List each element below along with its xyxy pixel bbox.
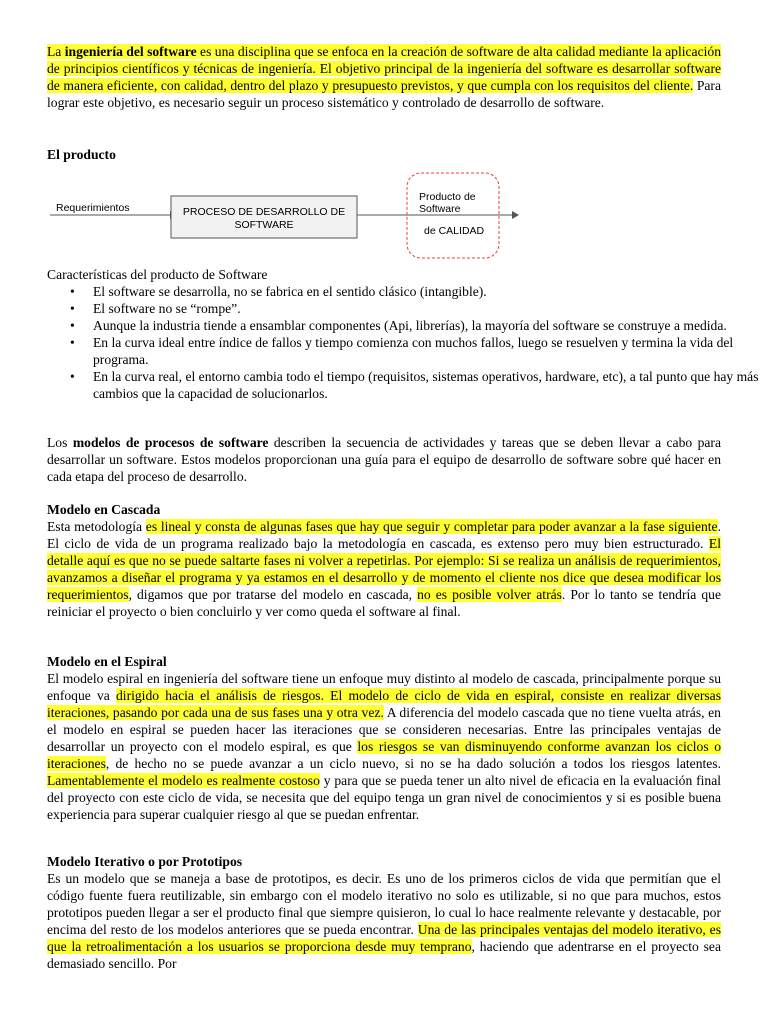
- espiral-highlight-3: Lamentablemente el modelo es realmente costoso: [47, 773, 320, 788]
- cascada-heading: Modelo en Cascada: [47, 502, 161, 517]
- iterativo-text-1: Es un modelo que se maneja a base de prototipos, es decir. Es uno de los primeros ciclos de vida que permitían que el código fuente fuera reutilizable, sin embargo con el modelo iterativo no solo es utilizable, si no que para muchos, estos prototipos pueden llegar a ser el producto final que siempre quisieron, lo cual lo hace realmente relevante y destacable, por encima del resto de los modelos anteriores que se pueda encontrar.: [47, 871, 721, 937]
- modelos-term: modelos de procesos de software: [72, 435, 269, 450]
- cascada-paragraph: [47, 518, 721, 620]
- espiral-text-4: y para que se pueda tener un alto nivel de eficacia en la evaluación final del proyecto con este ciclo de vida, se necesita que del equipo tenga un gran nivel de conocimientos y si es posible buena experiencia para superar cualquier riesgo al que se puedan enfrentar.: [47, 773, 722, 822]
- cascada-text-4: . Por lo tanto se tendría que reiniciar el proyecto o bien concluirlo y ver como queda el software al final.: [47, 587, 721, 619]
- list-item: • El software se desarrolla, no se fabrica en el sentido clásico (intangible).: [93, 283, 767, 300]
- output-label-line2: Software: [419, 203, 461, 215]
- cascada-highlight-2: El detalle aquí es que no se puede saltarte fases ni volver a repetirlas. Por ejemplo: Si se realiza un análisis de requerimientos, avanzamos a diseñar el programa y ya estamos en el desarrollo y de momento el cliente nos dice que desea modificar los requerimientos: [47, 536, 721, 602]
- cascada-highlight-3: no es posible volver atrás: [417, 587, 562, 602]
- features-title: Características del producto de Software: [47, 267, 268, 282]
- process-label-line2: SOFTWARE: [234, 219, 294, 231]
- intro-tail: Para lograr este objetivo, es necesario seguir un proceso sistemático y controlado de desarrollo de software.: [47, 78, 721, 110]
- intro-term: ingeniería del software: [64, 44, 197, 59]
- modelos-paragraph: [47, 434, 721, 485]
- modelos-text-2: describen la secuencia de actividades y tareas que se deben llevar a cabo para desarrollar un software. Estos modelos proporcionan una guía para el equipo de desarrollo de software sobre qué hacer en cada etapa del proceso de desarrollo.: [47, 435, 721, 484]
- cascada-highlight-1: es lineal y consta de algunas fases que hay que seguir y completar para poder avanzar a la fase siguiente: [145, 519, 718, 534]
- cascada-text-3: , digamos que por tratarse del modelo en cascada,: [128, 587, 418, 602]
- espiral-highlight-2: los riesgos se van disminuyendo conforme avanzan los ciclos o iteraciones: [47, 739, 722, 771]
- espiral-paragraph: [47, 670, 721, 823]
- iterativo-highlight-1: Una de las principales ventajas del modelo iterativo, es que la retroalimentación a los usuarios se proporciona desde muy temprano: [47, 922, 721, 954]
- espiral-highlight-1: dirigido hacia el análisis de riesgos. El modelo de ciclo de vida en espiral, consiste en realizar diversas iteraciones, pasando por cada una de sus fases una y otra vez.: [47, 688, 721, 720]
- iterativo-heading: Modelo Iterativo o por Prototipos: [47, 854, 243, 869]
- list-item: • El software no se “rompe”.: [93, 300, 767, 317]
- input-label: Requerimientos: [56, 202, 130, 214]
- output-arrow-head: [512, 211, 519, 219]
- espiral-text-3: , de hecho no se puede avanzar a un ciclo nuevo, si no se ha dado solución a todos los riesgos latentes.: [105, 756, 721, 771]
- cascada-text-2: . El ciclo de vida de un programa realizado bajo la metodología en cascada, es extenso pero muy bien estructurado.: [47, 519, 721, 551]
- iterativo-text-2: , haciendo que adentrarse en el proyecto sea demasiado sencillo. Por: [47, 939, 721, 971]
- process-diagram: [40, 170, 530, 265]
- list-item: • Aunque la industria tiende a ensamblar componentes (Api, librerías), la mayoría del software se construye a medida.: [93, 317, 767, 334]
- modelos-text-1: Los: [47, 435, 73, 450]
- process-label-line1: PROCESO DE DESARROLLO DE: [182, 206, 346, 218]
- output-label-line3: de CALIDAD: [424, 225, 485, 237]
- espiral-text-1: El modelo espiral en ingeniería del software tiene un enfoque muy distinto al modelo de cascada, principalmente porque su enfoque va: [47, 671, 721, 703]
- espiral-heading: Modelo en el Espiral: [47, 654, 167, 669]
- list-item: • En la curva ideal entre índice de fallos y tiempo comienza con muchos fallos, luego se resuelven y termina la vida del programa.: [93, 334, 767, 368]
- intro-highlight: es una disciplina que se enfoca en la creación de software de alta calidad mediante la aplicación de principios científicos y técnicas de ingeniería. El objetivo principal de la ingeniería del software es desarrollar software de manera eficiente, con calidad, dentro del plazo y presupuesto previstos, y que cumpla con los requisitos del cliente.: [47, 44, 721, 93]
- espiral-text-2: A diferencia del modelo cascada que no tiene vuelta atrás, en el modelo en espiral se pueden hacer las iteraciones que se consideren necesarias. Entre las principales ventajas de desarrollar un proyecto con el modelo espiral, es que: [47, 705, 721, 754]
- intro-lead: La: [47, 44, 65, 59]
- output-label-line1: Producto de: [419, 191, 476, 203]
- iterativo-paragraph: [47, 870, 721, 972]
- list-item: • En la curva real, el entorno cambia todo el tiempo (requisitos, sistemas operativos, hardware, etc), a tal punto que hay más cambios que la capacidad de solucionarlos.: [93, 368, 767, 402]
- cascada-text-1: Esta metodología: [47, 519, 146, 534]
- intro-paragraph: [47, 43, 721, 111]
- features-list: [47, 283, 767, 402]
- producto-heading: El producto: [47, 147, 116, 162]
